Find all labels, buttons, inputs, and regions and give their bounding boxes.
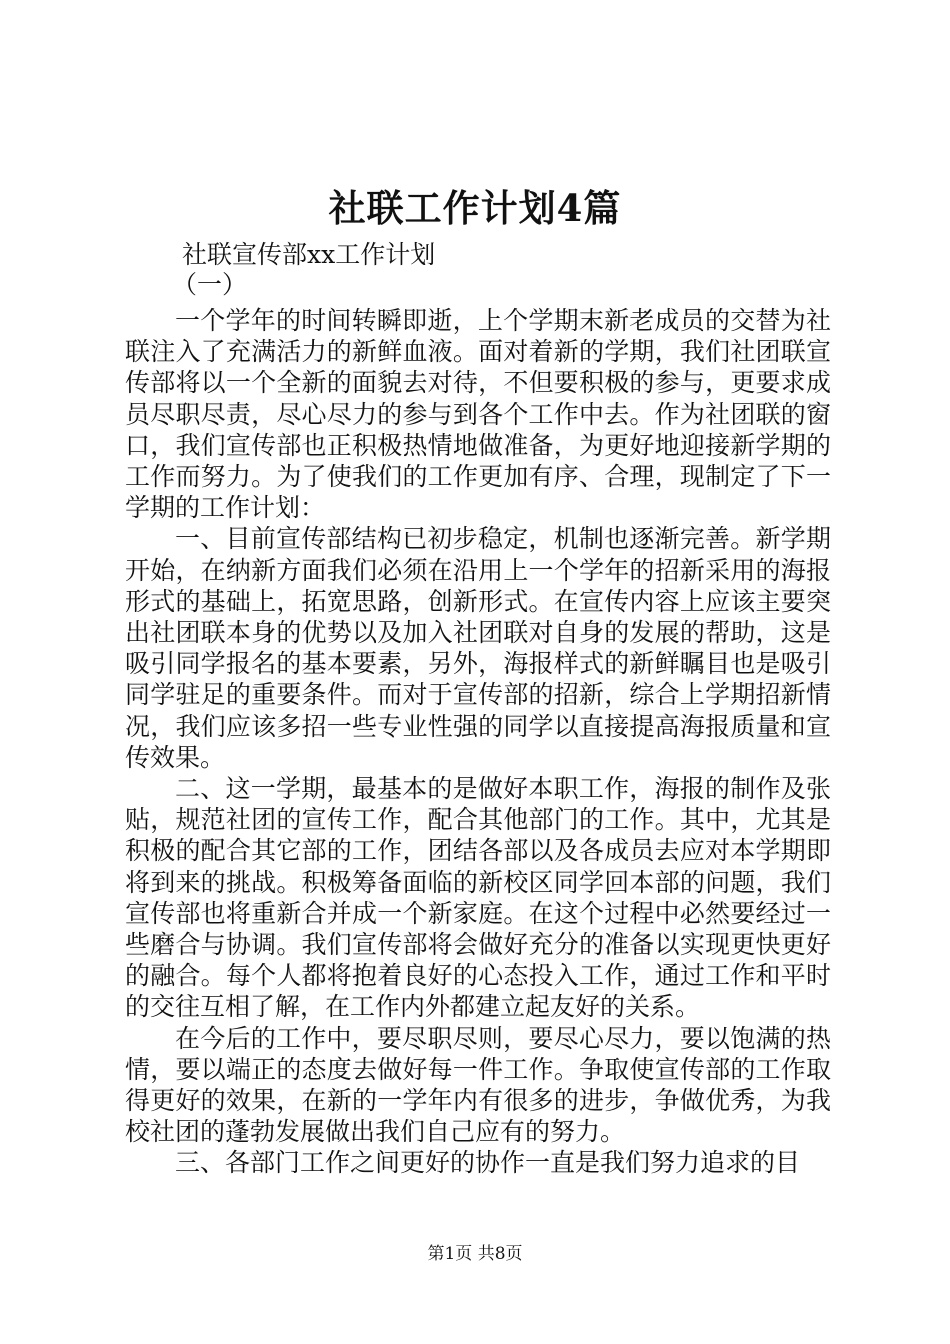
paragraph: 一个学年的时间转瞬即逝，上个学期末新老成员的交替为社联注入了充满活力的新鲜血液。面对着新的学期，我们社团联宣传部将以一个全新的面貌去对待，不但要积极的参与，更要求成员尽职尽责，尽心尽力的参与到各个工作中去。作为社团联的窗口，我们宣传部也正积极热情地做准备，为更好地迎接新学期的工作而努力。为了使我们的工作更加有序、合理，现制定了下一学期的工作计划： <box>125 306 831 523</box>
document-title: 社联工作计划4篇 <box>328 186 622 230</box>
document-body <box>125 305 831 1179</box>
paragraph: 三、各部门工作之间更好的协作一直是我们努力追求的目 <box>175 1148 801 1178</box>
paragraph: 二、这一学期，最基本的是做好本职工作，海报的制作及张贴，规范社团的宣传工作，配合其他部门的工作。其中，尤其是积极的配合其它部的工作，团结各部以及各成员去应对本学期即将到来的挑战。积极筹备面临的新校区同学回本部的问题，我们宣传部也将重新合并成一个新家庭。在这个过程中必然要经过一些磨合与协调。我们宣传部将会做好充分的准备以实现更快更好的融合。每个人都将抱着良好的心态投入工作，通过工作和平时的交往互相了解，在工作内外都建立起友好的关系。 <box>125 774 831 1022</box>
document-subtitle: 社联宣传部xx工作计划 <box>182 240 436 269</box>
part-label: （一） <box>172 270 248 299</box>
paragraph: 一、目前宣传部结构已初步稳定，机制也逐渐完善。新学期开始，在纳新方面我们必须在沿用上一个学年的招新采用的海报形式的基础上，拓宽思路，创新形式。在宣传内容上应该主要突出社团联本身的优势以及加入社团联对自身的发展的帮助，这是吸引同学报名的基本要素，另外，海报样式的新鲜瞩目也是吸引同学驻足的重要条件。而对于宣传部的招新，综合上学期招新情况，我们应该多招一些专业性强的同学以直接提高海报质量和宣传效果。 <box>125 524 831 772</box>
paragraph: 在今后的工作中，要尽职尽则，要尽心尽力，要以饱满的热情，要以端正的态度去做好每一件工作。争取使宣传部的工作取得更好的效果，在新的一学年内有很多的进步，争做优秀，为我校社团的蓬勃发展做出我们自己应有的努力。 <box>125 1023 831 1147</box>
page-footer: 第1页 共8页 <box>427 1244 523 1264</box>
